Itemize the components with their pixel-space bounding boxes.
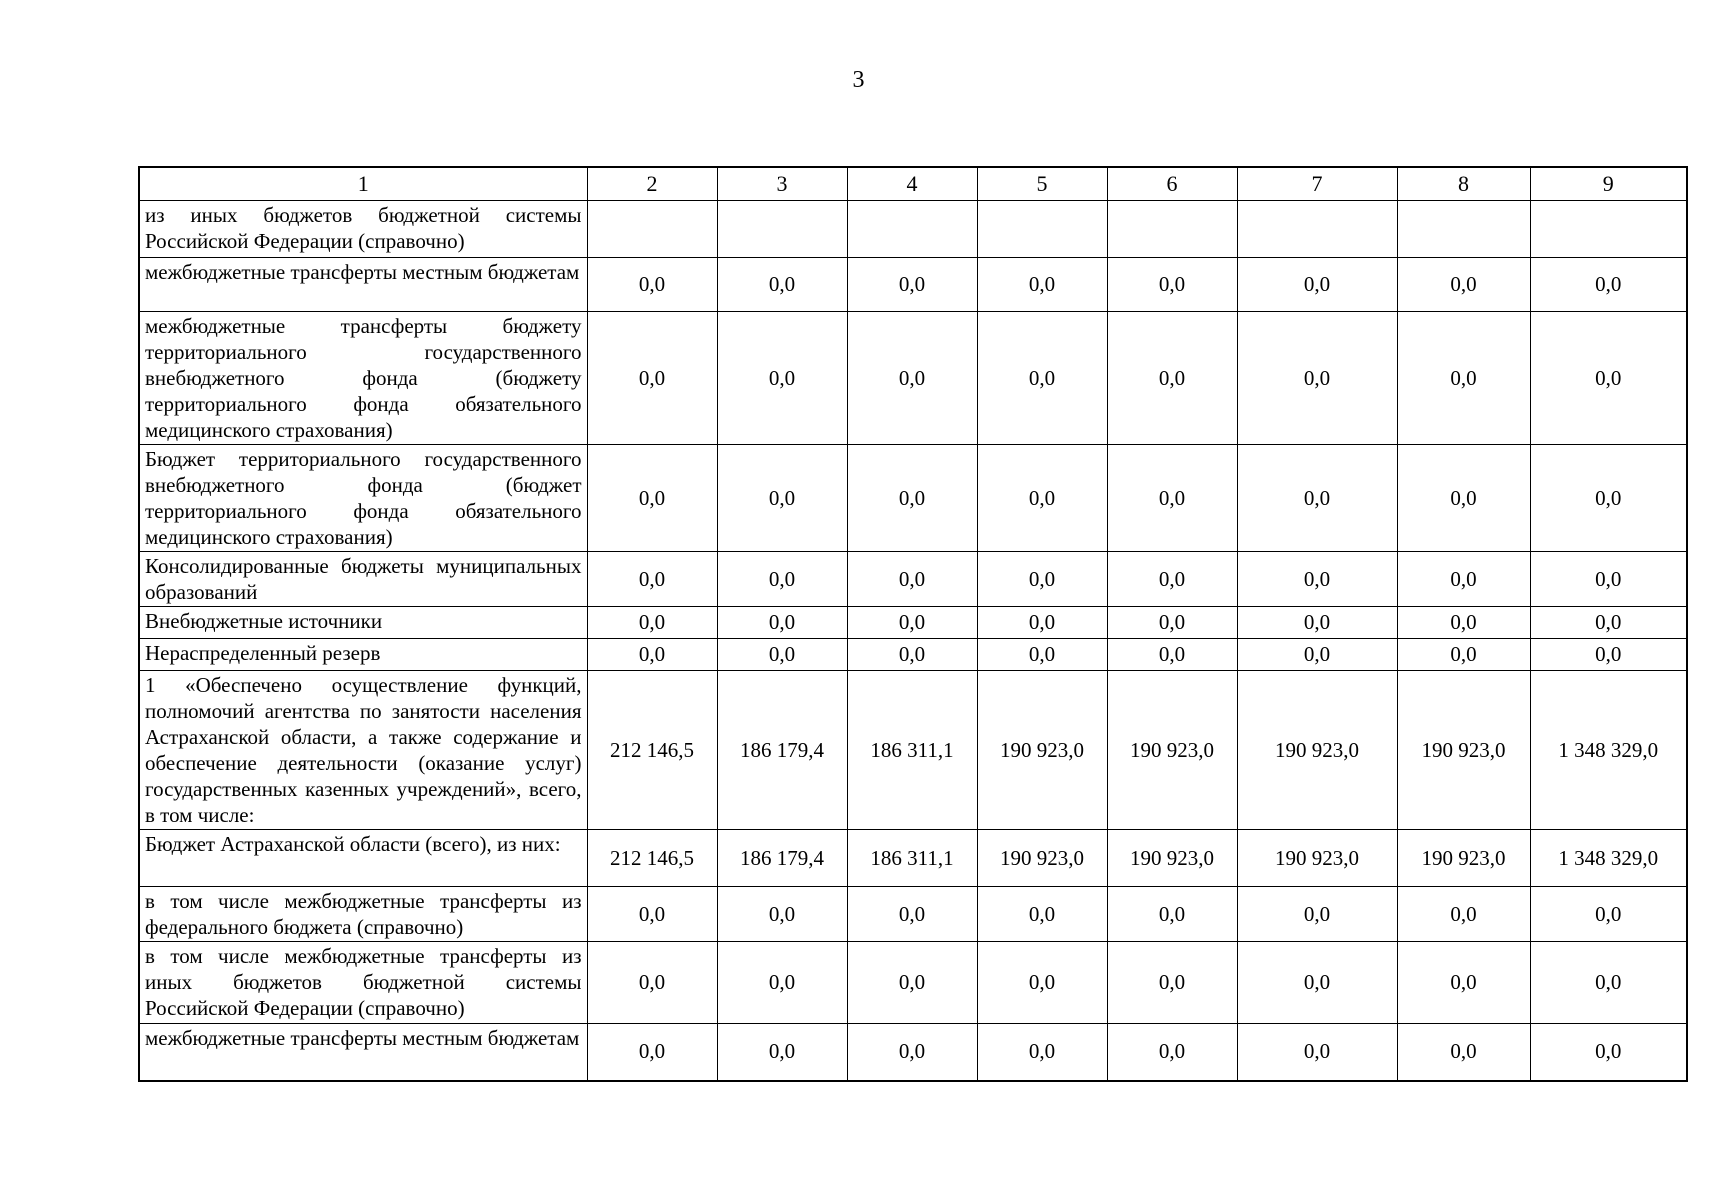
column-header: 1 — [139, 167, 587, 201]
row-value: 190 923,0 — [1237, 830, 1397, 887]
row-value: 0,0 — [977, 639, 1107, 671]
row-value: 0,0 — [587, 1024, 717, 1081]
column-header: 8 — [1397, 167, 1530, 201]
row-label: межбюджетные трансферты местным бюджетам — [139, 1024, 587, 1081]
row-value: 0,0 — [1107, 639, 1237, 671]
row-value: 0,0 — [1530, 942, 1687, 1024]
table-row — [139, 201, 1687, 258]
row-value: 0,0 — [1237, 887, 1397, 942]
row-value: 0,0 — [587, 639, 717, 671]
row-value: 212 146,5 — [587, 830, 717, 887]
table-row — [139, 639, 1687, 671]
row-value: 1 348 329,0 — [1530, 830, 1687, 887]
row-value: 0,0 — [977, 445, 1107, 552]
row-value: 0,0 — [717, 607, 847, 639]
table-body — [139, 201, 1687, 1081]
row-value: 0,0 — [977, 258, 1107, 312]
row-value: 190 923,0 — [977, 671, 1107, 830]
row-value: 0,0 — [847, 639, 977, 671]
row-label: из иных бюджетов бюджетной системы Российской Федерации (справочно) — [139, 201, 587, 258]
row-value: 0,0 — [1397, 887, 1530, 942]
row-value: 0,0 — [1530, 445, 1687, 552]
row-value — [1107, 201, 1237, 258]
row-value: 0,0 — [1530, 1024, 1687, 1081]
row-value — [1397, 201, 1530, 258]
table-row — [139, 830, 1687, 887]
row-value: 0,0 — [1237, 258, 1397, 312]
row-value: 190 923,0 — [1107, 830, 1237, 887]
row-value: 0,0 — [717, 312, 847, 445]
row-value: 0,0 — [1237, 1024, 1397, 1081]
row-value: 0,0 — [1237, 639, 1397, 671]
row-value: 0,0 — [847, 258, 977, 312]
row-value: 190 923,0 — [1107, 671, 1237, 830]
row-value — [587, 201, 717, 258]
table-row — [139, 942, 1687, 1024]
row-value: 0,0 — [1107, 552, 1237, 607]
row-value: 0,0 — [1237, 607, 1397, 639]
row-value: 0,0 — [587, 312, 717, 445]
row-value — [1530, 201, 1687, 258]
row-value: 0,0 — [587, 887, 717, 942]
column-header: 4 — [847, 167, 977, 201]
row-value: 0,0 — [847, 942, 977, 1024]
header-row — [139, 167, 1687, 201]
row-value: 0,0 — [717, 552, 847, 607]
row-value: 0,0 — [1397, 258, 1530, 312]
row-value: 0,0 — [1237, 552, 1397, 607]
row-value: 0,0 — [1530, 258, 1687, 312]
table-row — [139, 258, 1687, 312]
row-value: 0,0 — [1397, 639, 1530, 671]
row-value: 0,0 — [1107, 1024, 1237, 1081]
column-header: 3 — [717, 167, 847, 201]
row-value: 0,0 — [1397, 607, 1530, 639]
row-value: 0,0 — [977, 942, 1107, 1024]
table-row — [139, 887, 1687, 942]
row-value: 0,0 — [977, 1024, 1107, 1081]
column-header: 9 — [1530, 167, 1687, 201]
row-value — [847, 201, 977, 258]
row-value: 0,0 — [1397, 312, 1530, 445]
row-value: 186 179,4 — [717, 830, 847, 887]
row-value: 0,0 — [977, 552, 1107, 607]
row-value: 0,0 — [1530, 552, 1687, 607]
row-value: 0,0 — [717, 258, 847, 312]
row-value: 0,0 — [1107, 445, 1237, 552]
row-value: 0,0 — [1107, 258, 1237, 312]
row-label: межбюджетные трансферты местным бюджетам — [139, 258, 587, 312]
row-value: 190 923,0 — [1397, 671, 1530, 830]
row-value: 0,0 — [1530, 887, 1687, 942]
row-value: 0,0 — [1397, 942, 1530, 1024]
row-value: 0,0 — [1397, 1024, 1530, 1081]
row-value: 190 923,0 — [1397, 830, 1530, 887]
row-value: 0,0 — [977, 607, 1107, 639]
row-value: 0,0 — [1107, 887, 1237, 942]
row-label: Внебюджетные источники — [139, 607, 587, 639]
row-value — [717, 201, 847, 258]
row-label: межбюджетные трансферты бюджету территориального государственного внебюджетного фонда (бюджету территориального фонда обязательного медицинского страхования) — [139, 312, 587, 445]
row-value: 0,0 — [1237, 445, 1397, 552]
row-label: 1 «Обеспечено осуществление функций, полномочий агентства по занятости населения Астраханской области, а также содержание и обеспечение деятельности (оказание услуг) государственных казенных учреждений», всего, в том числе: — [139, 671, 587, 830]
row-value: 0,0 — [1237, 312, 1397, 445]
row-value — [1237, 201, 1397, 258]
row-value: 0,0 — [1397, 445, 1530, 552]
row-value: 0,0 — [717, 445, 847, 552]
row-value: 0,0 — [1530, 607, 1687, 639]
row-value: 190 923,0 — [1237, 671, 1397, 830]
row-value: 190 923,0 — [977, 830, 1107, 887]
row-label: Бюджет территориального государственного внебюджетного фонда (бюджет территориального фонда обязательного медицинского страхования) — [139, 445, 587, 552]
row-value: 0,0 — [847, 312, 977, 445]
row-value: 0,0 — [717, 1024, 847, 1081]
row-value: 0,0 — [587, 607, 717, 639]
row-label: Консолидированные бюджеты муниципальных образований — [139, 552, 587, 607]
column-header: 2 — [587, 167, 717, 201]
row-value: 186 179,4 — [717, 671, 847, 830]
row-value: 0,0 — [587, 552, 717, 607]
row-value — [977, 201, 1107, 258]
row-value: 0,0 — [1237, 942, 1397, 1024]
budget-table — [138, 166, 1688, 1082]
column-header: 7 — [1237, 167, 1397, 201]
row-value: 0,0 — [587, 942, 717, 1024]
row-value: 0,0 — [1107, 607, 1237, 639]
table-row — [139, 445, 1687, 552]
page-number: 3 — [852, 67, 865, 93]
table-row — [139, 1024, 1687, 1081]
row-value: 0,0 — [717, 942, 847, 1024]
row-value: 0,0 — [1397, 552, 1530, 607]
row-value: 0,0 — [847, 445, 977, 552]
row-value: 186 311,1 — [847, 830, 977, 887]
row-value: 186 311,1 — [847, 671, 977, 830]
column-header: 6 — [1107, 167, 1237, 201]
table-row — [139, 552, 1687, 607]
table-row — [139, 607, 1687, 639]
row-value: 0,0 — [847, 1024, 977, 1081]
row-value: 0,0 — [587, 258, 717, 312]
row-label: в том числе межбюджетные трансферты из иных бюджетов бюджетной системы Российской Федерации (справочно) — [139, 942, 587, 1024]
row-value: 0,0 — [717, 639, 847, 671]
row-value: 0,0 — [1530, 639, 1687, 671]
row-value: 212 146,5 — [587, 671, 717, 830]
row-label: Нераспределенный резерв — [139, 639, 587, 671]
row-value: 0,0 — [847, 552, 977, 607]
row-value: 0,0 — [1530, 312, 1687, 445]
row-value: 0,0 — [1107, 942, 1237, 1024]
row-label: в том числе межбюджетные трансферты из федерального бюджета (справочно) — [139, 887, 587, 942]
table-row — [139, 671, 1687, 830]
row-label: Бюджет Астраханской области (всего), из них: — [139, 830, 587, 887]
column-header: 5 — [977, 167, 1107, 201]
row-value: 0,0 — [587, 445, 717, 552]
row-value: 1 348 329,0 — [1530, 671, 1687, 830]
row-value: 0,0 — [717, 887, 847, 942]
row-value: 0,0 — [847, 607, 977, 639]
table-header — [139, 167, 1687, 201]
table-row — [139, 312, 1687, 445]
row-value: 0,0 — [1107, 312, 1237, 445]
row-value: 0,0 — [847, 887, 977, 942]
row-value: 0,0 — [977, 312, 1107, 445]
row-value: 0,0 — [977, 887, 1107, 942]
